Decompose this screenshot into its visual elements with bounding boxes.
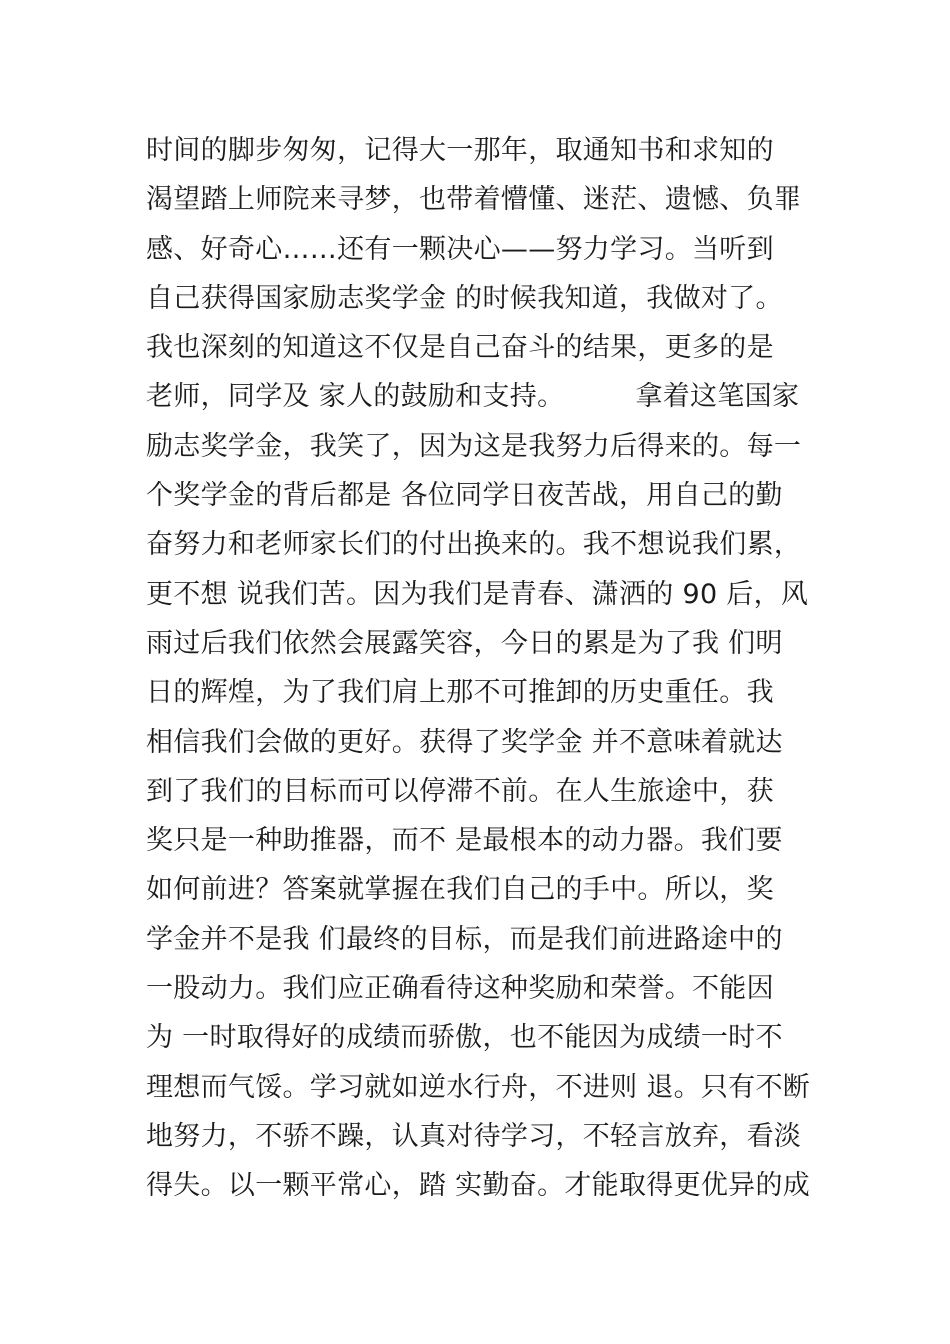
text-line: 雨过后我们依然会展露笑容，今日的累是为了我 们明 [146,627,783,659]
text-line: 到了我们的目标而可以停滞不前。在人生旅途中，获 [146,775,774,807]
text-line: 为 一时取得好的成绩而骄傲，也不能因为成绩一时不 [146,1022,783,1054]
text-line: 如何前进？答案就掌握在我们自己的手中。所以，奖 [146,874,774,906]
text-line: 相信我们会做的更好。获得了奖学金 并不意味着就达 [146,726,783,758]
text-line: 渴望踏上师院来寻梦，也带着懵懂、迷茫、遗憾、负罪 [146,184,802,216]
text-line: 日的辉煌，为了我们肩上那不可推卸的历史重任。我 [146,677,774,709]
body-text [146,126,846,1211]
text-line: 我也深刻的知道这不仅是自己奋斗的结果，更多的是 [146,332,774,364]
text-line: 一股动力。我们应正确看待这种奖励和荣誉。不能因 [146,973,774,1005]
text-line: 学金并不是我 们最终的目标，而是我们前进路途中的 [146,923,783,955]
text-line: 奖只是一种助推器，而不 是最根本的动力器。我们要 [146,825,783,857]
text-line: 个奖学金的背后都是 各位同学日夜苦战，用自己的勤 [146,480,783,512]
text-line: 地努力，不骄不躁，认真对待学习，不轻言放弃，看淡 [146,1120,802,1152]
text-line: 时间的脚步匆匆，记得大一那年，取通知书和求知的 [146,135,774,166]
text-line: 老师，同学及 家人的鼓励和支持。 拿着这笔国家 [146,381,800,413]
text-line: 励志奖学金，我笑了，因为这是我努力后得来的。每一 [146,430,802,462]
text-line: 更不想 说我们苦。因为我们是青春、潇洒的 90 后，风 [146,578,809,610]
text-line: 感、好奇心……还有一颗决心——努力学习。当听到 [146,233,774,265]
text-line: 自己获得国家励志奖学金 的时候我知道，我做对了。 [146,282,783,314]
text-line: 得失。以一颗平常心，踏 实勤奋。才能取得更优异的成 [146,1170,811,1202]
text-line: 理想而气馁。学习就如逆水行舟，不进则 退。只有不断 [146,1071,811,1103]
text-line: 奋努力和老师家长们的付出换来的。我不想说我们累， [146,529,802,561]
